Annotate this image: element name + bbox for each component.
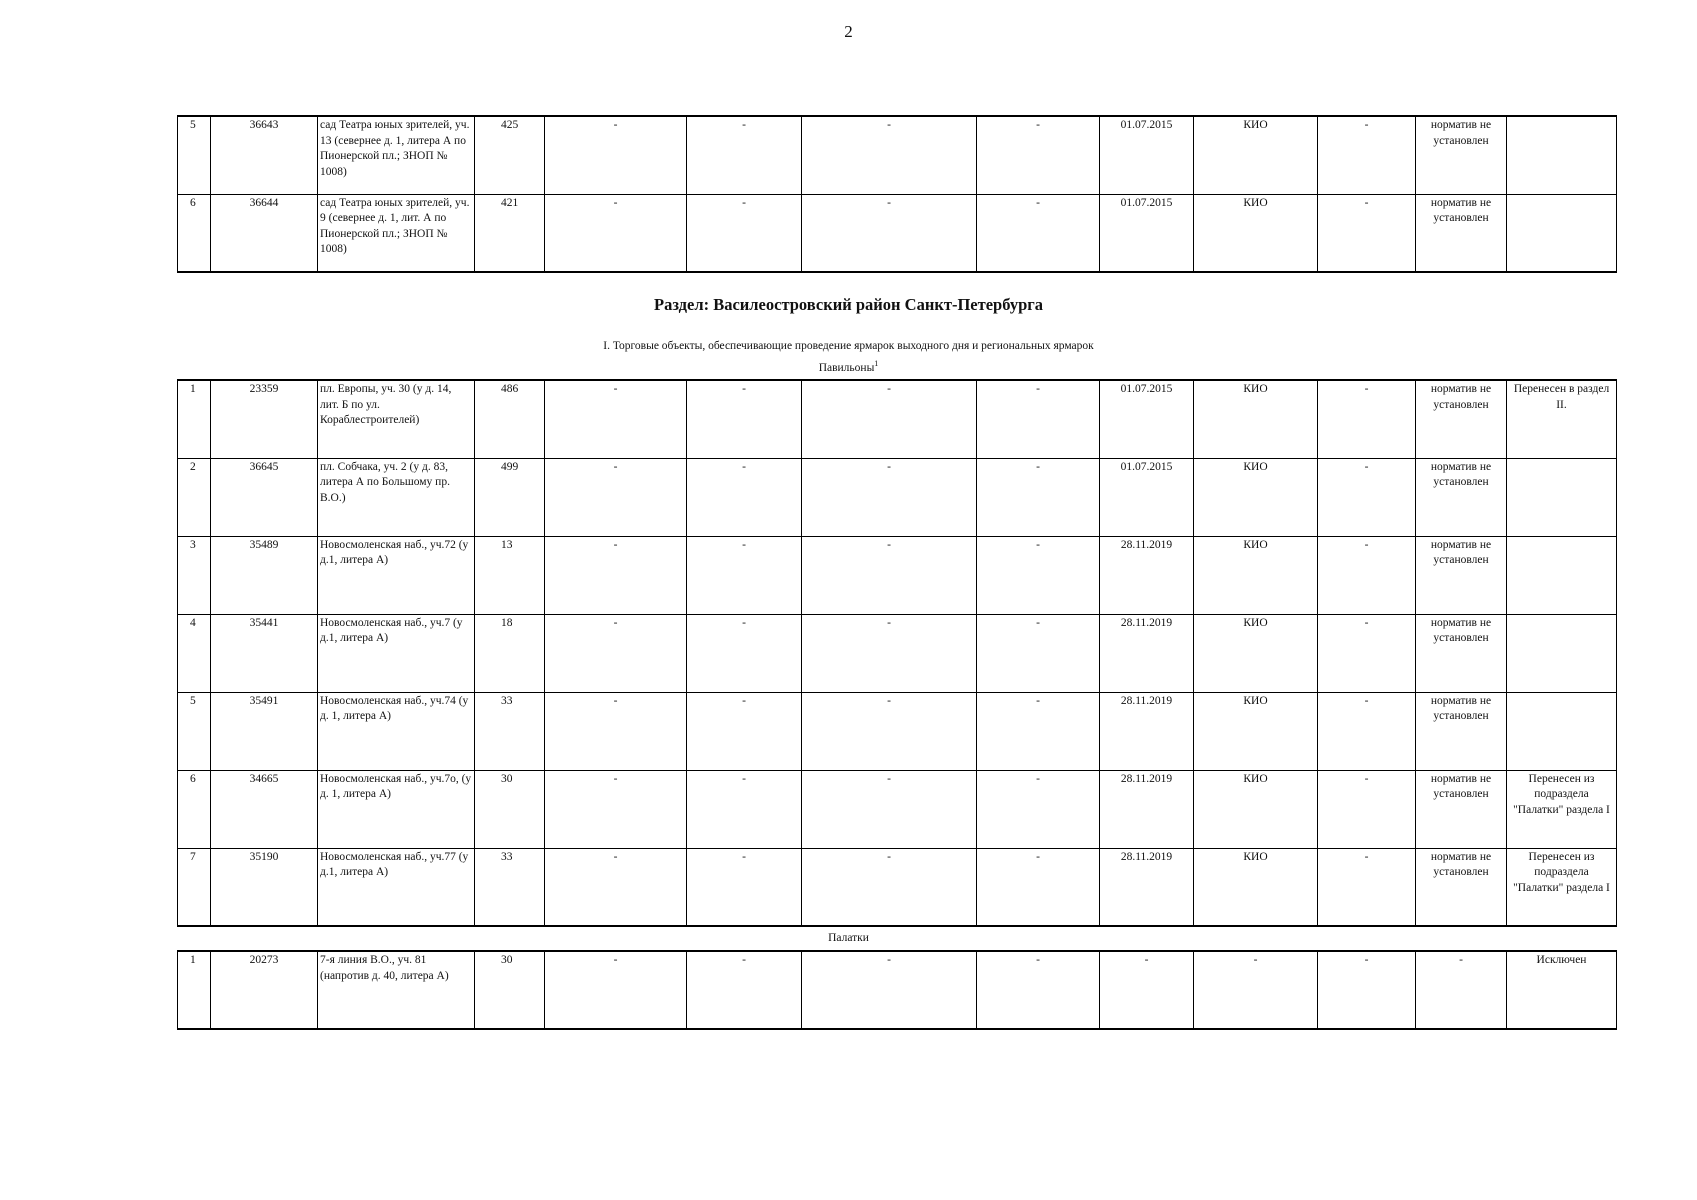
cell-object-id: 35441 (211, 614, 318, 692)
cell-authority: - (1194, 951, 1318, 1029)
cell-col-11: - (1318, 116, 1416, 194)
tents-table-body (178, 951, 1617, 1029)
cell-col-8: - (977, 458, 1100, 536)
cell-col-7: - (802, 614, 977, 692)
cell-date: 01.07.2015 (1100, 194, 1194, 272)
cell-row-number: 5 (178, 692, 211, 770)
cell-object-id: 36645 (211, 458, 318, 536)
cell-col-6: - (687, 536, 802, 614)
cell-row-number: 1 (178, 380, 211, 458)
table-row (178, 116, 1617, 194)
subsection-label-tents: Палатки (828, 932, 869, 944)
cell-object-id: 35491 (211, 692, 318, 770)
cell-col-5: - (545, 951, 687, 1029)
cell-date: 28.11.2019 (1100, 848, 1194, 926)
cell-authority: КИО (1194, 116, 1318, 194)
cell-address: Новосмоленская наб., уч.7 (у д.1, литера А) (318, 614, 475, 692)
cell-col-7: - (802, 380, 977, 458)
pavilions-table-body (178, 380, 1617, 926)
cell-authority: КИО (1194, 848, 1318, 926)
cell-authority: КИО (1194, 692, 1318, 770)
cell-note (1507, 614, 1617, 692)
cell-date: 28.11.2019 (1100, 614, 1194, 692)
cell-note (1507, 536, 1617, 614)
cell-norm: норматив не установлен (1416, 770, 1507, 848)
cell-col-6: - (687, 116, 802, 194)
table-row (178, 770, 1617, 848)
cell-authority: КИО (1194, 614, 1318, 692)
cell-object-id: 35489 (211, 536, 318, 614)
cell-note (1507, 194, 1617, 272)
table-row (178, 380, 1617, 458)
cell-object-id: 23359 (211, 380, 318, 458)
cell-area: 421 (475, 194, 545, 272)
cell-col-8: - (977, 116, 1100, 194)
cell-area: 499 (475, 458, 545, 536)
cell-col-6: - (687, 951, 802, 1029)
cell-date: 28.11.2019 (1100, 770, 1194, 848)
cell-row-number: 3 (178, 536, 211, 614)
footnote-mark: 1 (874, 359, 879, 369)
cell-address: сад Театра юных зрителей, уч. 9 (севернее д. 1, лит. А по Пионерской пл.; ЗНОП № 1008) (318, 194, 475, 272)
cell-object-id: 34665 (211, 770, 318, 848)
cell-col-6: - (687, 380, 802, 458)
cell-col-7: - (802, 848, 977, 926)
subsection-label-pavilions (0, 359, 1697, 374)
cell-row-number: 4 (178, 614, 211, 692)
cell-norm: норматив не установлен (1416, 848, 1507, 926)
cell-col-8: - (977, 380, 1100, 458)
cell-norm: норматив не установлен (1416, 536, 1507, 614)
cell-norm: - (1416, 951, 1507, 1029)
table-row (178, 692, 1617, 770)
cell-row-number: 6 (178, 194, 211, 272)
cell-col-8: - (977, 692, 1100, 770)
page-number: 2 (844, 22, 853, 41)
cell-authority: КИО (1194, 194, 1318, 272)
cell-col-8: - (977, 536, 1100, 614)
cell-col-7: - (802, 116, 977, 194)
cell-address: Новосмоленская наб., уч.72 (у д.1, литера А) (318, 536, 475, 614)
cell-area: 30 (475, 770, 545, 848)
cell-date: 01.07.2015 (1100, 380, 1194, 458)
cell-col-11: - (1318, 848, 1416, 926)
cell-note (1507, 458, 1617, 536)
table-row (178, 458, 1617, 536)
section-title: Раздел: Василеостровский район Санкт-Петербурга (654, 295, 1043, 314)
cell-object-id: 20273 (211, 951, 318, 1029)
cell-col-7: - (802, 194, 977, 272)
cell-area: 425 (475, 116, 545, 194)
cell-col-7: - (802, 536, 977, 614)
section-subtitle: I. Торговые объекты, обеспечивающие проведение ярмарок выходного дня и региональных ярмарок (603, 340, 1094, 352)
cell-area: 486 (475, 380, 545, 458)
cell-address: Новосмоленская наб., уч.74 (у д. 1, литера А) (318, 692, 475, 770)
table-row (178, 614, 1617, 692)
cell-col-7: - (802, 458, 977, 536)
cell-note: Перенесен из подраздела "Палатки" раздела I (1507, 770, 1617, 848)
cell-norm: норматив не установлен (1416, 692, 1507, 770)
cell-authority: КИО (1194, 536, 1318, 614)
cell-date: 01.07.2015 (1100, 116, 1194, 194)
cell-norm: норматив не установлен (1416, 194, 1507, 272)
cell-col-7: - (802, 951, 977, 1029)
cell-col-11: - (1318, 614, 1416, 692)
cell-col-8: - (977, 194, 1100, 272)
cell-date: - (1100, 951, 1194, 1029)
cell-norm: норматив не установлен (1416, 380, 1507, 458)
cell-col-6: - (687, 614, 802, 692)
cell-col-5: - (545, 614, 687, 692)
cell-col-11: - (1318, 770, 1416, 848)
cell-col-6: - (687, 194, 802, 272)
cell-address: Новосмоленская наб., уч.7о, (у д. 1, литера А) (318, 770, 475, 848)
cell-col-6: - (687, 458, 802, 536)
cell-authority: КИО (1194, 770, 1318, 848)
table-row (178, 951, 1617, 1029)
cell-col-11: - (1318, 951, 1416, 1029)
cell-area: 30 (475, 951, 545, 1029)
cell-col-5: - (545, 380, 687, 458)
cell-col-6: - (687, 770, 802, 848)
cell-col-11: - (1318, 194, 1416, 272)
pavilions-label-text: Павильоны (818, 362, 875, 374)
cell-col-11: - (1318, 458, 1416, 536)
cell-row-number: 2 (178, 458, 211, 536)
cell-address: сад Театра юных зрителей, уч. 13 (севернее д. 1, литера А по Пионерской пл.; ЗНОП № 1008) (318, 116, 475, 194)
cell-norm: норматив не установлен (1416, 116, 1507, 194)
cell-col-5: - (545, 116, 687, 194)
continuation-table (177, 115, 1617, 273)
cell-note (1507, 692, 1617, 770)
cell-col-6: - (687, 692, 802, 770)
table-row (178, 536, 1617, 614)
cell-col-5: - (545, 692, 687, 770)
pavilions-table (177, 379, 1617, 927)
cell-address: пл. Европы, уч. 30 (у д. 14, лит. Б по ул. Кораблестроителей) (318, 380, 475, 458)
cell-col-11: - (1318, 380, 1416, 458)
cell-date: 28.11.2019 (1100, 692, 1194, 770)
cell-object-id: 36643 (211, 116, 318, 194)
cell-area: 33 (475, 848, 545, 926)
cell-object-id: 36644 (211, 194, 318, 272)
cell-area: 18 (475, 614, 545, 692)
tents-table (177, 950, 1617, 1030)
cell-col-8: - (977, 951, 1100, 1029)
cell-date: 01.07.2015 (1100, 458, 1194, 536)
cell-note (1507, 116, 1617, 194)
cell-authority: КИО (1194, 380, 1318, 458)
cell-col-5: - (545, 770, 687, 848)
cell-object-id: 35190 (211, 848, 318, 926)
cell-authority: КИО (1194, 458, 1318, 536)
cell-row-number: 7 (178, 848, 211, 926)
cell-row-number: 1 (178, 951, 211, 1029)
cell-col-11: - (1318, 692, 1416, 770)
cell-date: 28.11.2019 (1100, 536, 1194, 614)
cell-col-8: - (977, 614, 1100, 692)
cell-col-11: - (1318, 536, 1416, 614)
cell-note: Перенесен из подраздела "Палатки" раздела I (1507, 848, 1617, 926)
cell-norm: норматив не установлен (1416, 458, 1507, 536)
table-row (178, 194, 1617, 272)
cell-address: 7-я линия В.О., уч. 81 (напротив д. 40, литера А) (318, 951, 475, 1029)
cell-col-8: - (977, 848, 1100, 926)
cell-address: пл. Собчака, уч. 2 (у д. 83, литера А по Большому пр. В.О.) (318, 458, 475, 536)
continuation-table-body (178, 116, 1617, 272)
cell-col-6: - (687, 848, 802, 926)
cell-address: Новосмоленская наб., уч.77 (у д.1, литера А) (318, 848, 475, 926)
cell-col-5: - (545, 194, 687, 272)
table-row (178, 848, 1617, 926)
cell-note: Исключен (1507, 951, 1617, 1029)
cell-norm: норматив не установлен (1416, 614, 1507, 692)
cell-row-number: 6 (178, 770, 211, 848)
cell-row-number: 5 (178, 116, 211, 194)
cell-area: 33 (475, 692, 545, 770)
cell-col-5: - (545, 536, 687, 614)
cell-col-5: - (545, 458, 687, 536)
cell-col-7: - (802, 692, 977, 770)
cell-area: 13 (475, 536, 545, 614)
cell-col-5: - (545, 848, 687, 926)
cell-note: Перенесен в раздел II. (1507, 380, 1617, 458)
cell-col-7: - (802, 770, 977, 848)
cell-col-8: - (977, 770, 1100, 848)
